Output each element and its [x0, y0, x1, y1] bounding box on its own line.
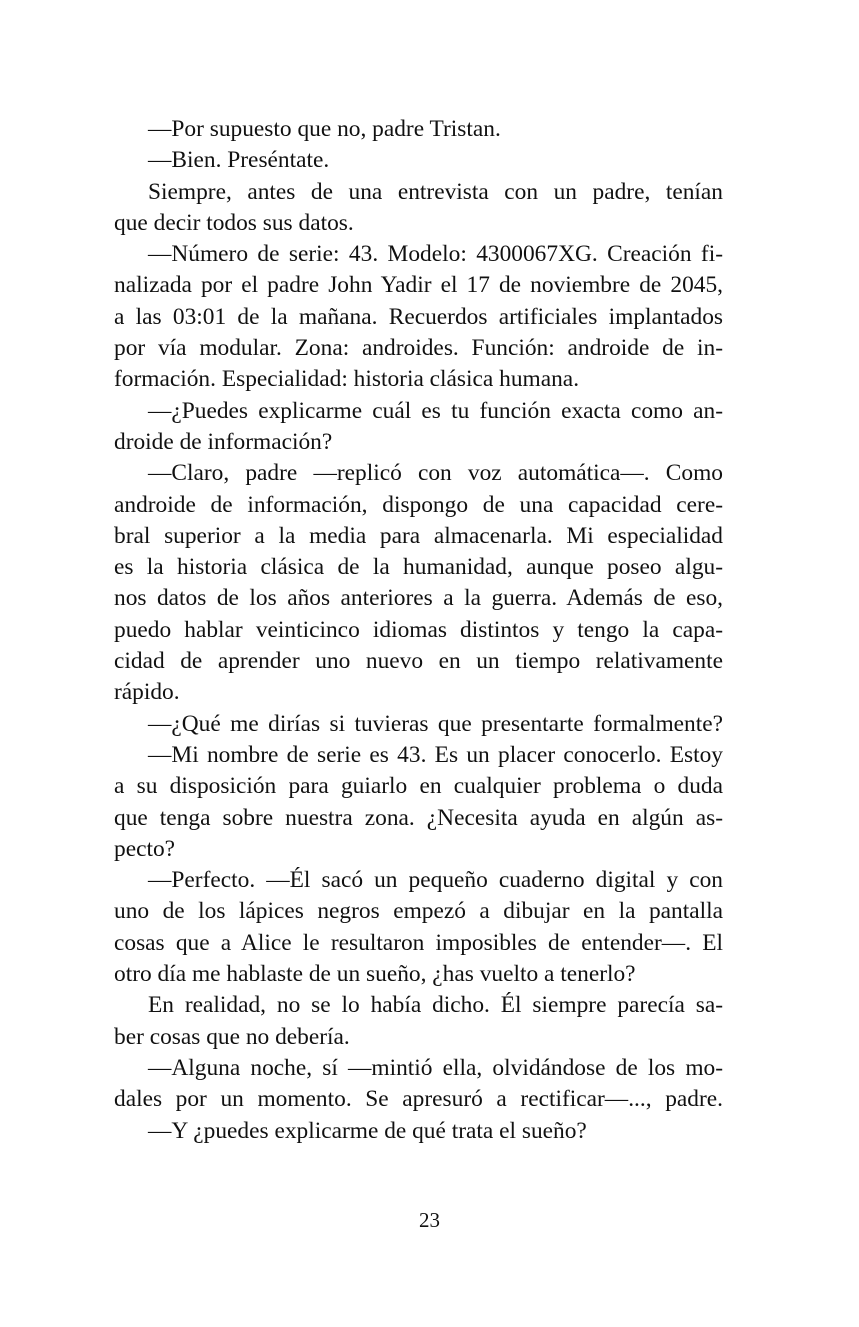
text-line: nalizada por el padre John Yadir el 17 de noviembre de 2045, — [114, 272, 723, 299]
text-line: uno de los lápices negros empezó a dibujar en la pantalla — [114, 898, 723, 925]
text-line: dales por un momento. Se apresuró a rectificar—..., padre. — [114, 1086, 723, 1113]
text-line: pecto? — [114, 835, 176, 862]
text-line: rápido. — [114, 679, 180, 706]
text-line: cosas que a Alice le resultaron imposibles de entender—. El — [114, 929, 723, 956]
text-line: —Bien. Preséntate. — [148, 147, 330, 174]
text-line: otro día me hablaste de un sueño, ¿has vuelto a tenerlo? — [114, 961, 636, 988]
text-line: nos datos de los años anteriores a la guerra. Además de eso, — [114, 585, 723, 612]
text-line: —Perfecto. —Él sacó un pequeño cuaderno digital y con — [148, 867, 723, 894]
text-line: —Número de serie: 43. Modelo: 4300067XG. Creación fi- — [148, 241, 723, 268]
text-line: —Claro, padre —replicó con voz automática—. Como — [148, 460, 723, 487]
text-line: cidad de aprender uno nuevo en un tiempo relativamente — [114, 648, 723, 675]
text-line: por vía modular. Zona: androides. Función: androide de in- — [114, 335, 723, 362]
text-line: formación. Especialidad: historia clásica humana. — [114, 366, 580, 393]
text-line: En realidad, no se lo había dicho. Él siempre parecía sa- — [148, 992, 723, 1019]
body-text — [114, 114, 723, 1147]
text-line: —Mi nombre de serie es 43. Es un placer conocerlo. Estoy — [148, 741, 723, 768]
text-line: bral superior a la media para almacenarla. Mi especialidad — [114, 522, 723, 549]
page-number: 23 — [419, 1208, 440, 1232]
text-line: Siempre, antes de una entrevista con un padre, tenían — [148, 178, 723, 205]
text-line: que tenga sobre nuestra zona. ¿Necesita ayuda en algún as- — [114, 804, 723, 831]
text-line: puedo hablar veinticinco idiomas distintos y tengo la capa- — [114, 616, 723, 643]
text-line: ber cosas que no debería. — [114, 1023, 350, 1050]
text-line: a su disposición para guiarlo en cualquier problema o duda — [114, 773, 723, 800]
text-line: a las 03:01 de la mañana. Recuerdos artificiales implantados — [114, 303, 723, 330]
text-line: droide de información? — [114, 428, 333, 455]
text-line: —Y ¿puedes explicarme de qué trata el sueño? — [148, 1117, 587, 1144]
text-line: androide de información, dispongo de una capacidad cere- — [114, 491, 723, 518]
text-line: es la historia clásica de la humanidad, aunque poseo algu- — [114, 554, 723, 581]
text-line: —¿Puedes explicarme cuál es tu función exacta como an- — [148, 397, 723, 424]
text-line: —Por supuesto que no, padre Tristan. — [148, 116, 501, 142]
text-line: —Alguna noche, sí —mintió ella, olvidándose de los mo- — [148, 1054, 723, 1081]
text-line: que decir todos sus datos. — [114, 209, 354, 236]
text-line: —¿Qué me dirías si tuvieras que presentarte formalmente? — [148, 710, 723, 737]
